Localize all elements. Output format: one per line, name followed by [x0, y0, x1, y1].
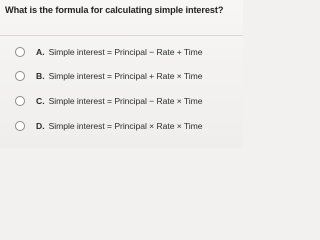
option-text-c: Simple interest = Principal − Rate × Time — [48, 96, 203, 106]
question-text: What is the formula for calculating simple interest? — [5, 5, 224, 15]
option-letter-a: A. — [36, 47, 45, 57]
option-text-b: Simple interest = Principal + Rate × Time — [48, 71, 203, 81]
option-letter-b: B. — [36, 71, 45, 81]
radio-button-b[interactable] — [15, 71, 25, 81]
option-letter-d: D. — [36, 121, 45, 131]
answer-option-a[interactable] — [15, 45, 241, 59]
option-letter-c: C. — [36, 96, 45, 106]
answer-option-d[interactable] — [15, 119, 241, 133]
option-text-d: Simple interest = Principal × Rate × Time — [48, 121, 203, 131]
option-text-a: Simple interest = Principal − Rate + Time — [48, 47, 203, 57]
answer-option-c[interactable] — [15, 94, 241, 108]
answer-option-b[interactable] — [15, 69, 241, 83]
radio-button-a[interactable] — [15, 47, 25, 57]
radio-button-d[interactable] — [15, 121, 25, 131]
divider — [0, 35, 243, 36]
quiz-card — [0, 0, 243, 148]
radio-button-c[interactable] — [15, 96, 25, 106]
